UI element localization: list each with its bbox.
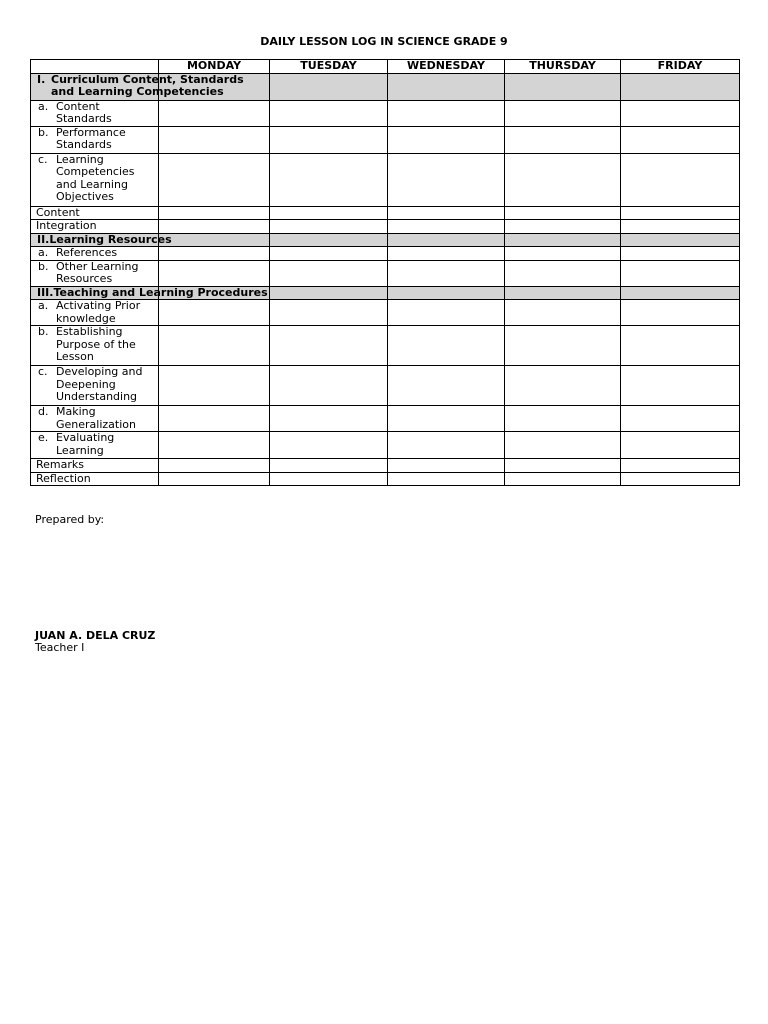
table-row (31, 220, 740, 234)
table-cell[interactable] (621, 73, 740, 100)
table-cell[interactable] (159, 366, 270, 406)
table-row (31, 260, 740, 286)
signer-name: JUAN A. DELA CRUZ (35, 629, 156, 642)
table-cell[interactable] (159, 260, 270, 286)
item-text: Activating Prior knowledge (56, 299, 141, 325)
item-text: Performance Standards (56, 126, 126, 151)
header-wednesday: WEDNESDAY (388, 60, 505, 74)
table-cell[interactable] (388, 406, 505, 432)
table-cell[interactable] (159, 100, 270, 126)
table-row (31, 153, 740, 206)
table-cell[interactable] (388, 153, 505, 206)
table-cell[interactable] (159, 220, 270, 234)
row-text: Integration (36, 219, 97, 232)
table-cell[interactable] (505, 286, 621, 300)
table-cell[interactable] (159, 459, 270, 473)
table-cell[interactable] (270, 459, 388, 473)
item-letter: a. (38, 299, 49, 312)
table-cell[interactable] (159, 233, 270, 247)
row-text: Remarks (36, 458, 84, 471)
table-row (31, 366, 740, 406)
table-cell[interactable] (270, 73, 388, 100)
header-row (31, 60, 740, 74)
item-text: Making Generalization (56, 405, 136, 431)
table-cell[interactable] (270, 432, 388, 459)
row-label-content (31, 206, 159, 220)
table-cell[interactable] (270, 406, 388, 432)
table-cell[interactable] (388, 100, 505, 126)
table-cell[interactable] (505, 366, 621, 406)
header-tuesday: TUESDAY (270, 60, 388, 74)
table-cell[interactable] (159, 406, 270, 432)
table-cell[interactable] (159, 432, 270, 459)
table-row (31, 432, 740, 459)
row-label-remarks (31, 459, 159, 473)
table-cell[interactable] (621, 326, 740, 366)
table-cell[interactable] (388, 326, 505, 366)
table-cell[interactable] (505, 260, 621, 286)
item-letter: c. (38, 153, 48, 166)
table-cell[interactable] (159, 126, 270, 153)
table-cell[interactable] (159, 206, 270, 220)
table-cell[interactable] (505, 206, 621, 220)
table-row (31, 472, 740, 486)
table-cell[interactable] (270, 260, 388, 286)
table-cell[interactable] (270, 206, 388, 220)
table-row (31, 406, 740, 432)
row-text: Reflection (36, 472, 91, 485)
section-label-procedures (31, 285, 268, 300)
item-letter: a. (38, 100, 49, 113)
table-cell[interactable] (388, 247, 505, 261)
item-letter: b. (38, 260, 49, 273)
table-cell[interactable] (621, 247, 740, 261)
table-cell[interactable] (388, 206, 505, 220)
table-cell[interactable] (388, 220, 505, 234)
table-cell[interactable] (159, 153, 270, 206)
header-blank-cell (31, 60, 159, 74)
table-cell[interactable] (505, 126, 621, 153)
table-cell[interactable] (505, 100, 621, 126)
table-cell[interactable] (621, 153, 740, 206)
table-cell[interactable] (621, 206, 740, 220)
table-cell[interactable] (388, 300, 505, 326)
row-label (31, 406, 159, 432)
table-cell[interactable] (270, 233, 388, 247)
section-title: Teaching and Learning Procedures (53, 285, 268, 299)
section-row-resources (31, 233, 740, 247)
table-cell[interactable] (621, 100, 740, 126)
row-label-reflection (31, 472, 159, 486)
item-letter: a. (38, 246, 49, 259)
row-label (31, 326, 159, 366)
row-label (31, 260, 159, 286)
item-text: Developing and Deepening Understanding (56, 365, 143, 403)
table-cell[interactable] (270, 300, 388, 326)
section-row-curriculum (31, 73, 740, 100)
item-letter: b. (38, 325, 49, 338)
row-label (31, 126, 159, 153)
item-text: Learning Competencies and Learning Objectives (56, 153, 135, 203)
item-letter: e. (38, 431, 49, 444)
signer-position: Teacher I (35, 641, 85, 654)
table-cell[interactable] (505, 326, 621, 366)
table-cell[interactable] (270, 366, 388, 406)
table-cell[interactable] (159, 300, 270, 326)
table-cell[interactable] (621, 406, 740, 432)
table-cell[interactable] (505, 73, 621, 100)
table-cell[interactable] (270, 126, 388, 153)
item-letter: d. (38, 405, 49, 418)
row-label (31, 247, 159, 261)
table-cell[interactable] (505, 300, 621, 326)
prepared-by-label: Prepared by: (35, 513, 105, 526)
table-row (31, 100, 740, 126)
section-number: I. (37, 72, 46, 86)
table-cell[interactable] (621, 260, 740, 286)
table-cell[interactable] (388, 366, 505, 406)
table-cell[interactable] (388, 472, 505, 486)
table-cell[interactable] (505, 233, 621, 247)
table-cell[interactable] (270, 247, 388, 261)
section-number: III. (37, 285, 54, 299)
row-label (31, 432, 159, 459)
header-thursday: THURSDAY (505, 60, 621, 74)
item-letter: c. (38, 365, 48, 378)
section-label-resources (31, 232, 172, 247)
table-cell[interactable] (159, 247, 270, 261)
section-title-line2: and Learning Competencies (51, 85, 224, 98)
item-text: Evaluating Learning (56, 431, 115, 457)
table-row (31, 247, 740, 261)
document-title: DAILY LESSON LOG IN SCIENCE GRADE 9 (260, 35, 508, 48)
table-row (31, 459, 740, 473)
table-cell[interactable] (505, 220, 621, 234)
header-monday: MONDAY (159, 60, 270, 74)
table-cell[interactable] (621, 286, 740, 300)
table-cell[interactable] (621, 366, 740, 406)
table-cell[interactable] (505, 153, 621, 206)
table-cell[interactable] (621, 432, 740, 459)
section-title: Learning Resources (49, 232, 172, 246)
table-cell[interactable] (505, 459, 621, 473)
table-cell[interactable] (388, 432, 505, 459)
row-label (31, 100, 159, 126)
table-cell[interactable] (388, 286, 505, 300)
row-text: Content (36, 206, 80, 219)
table-cell[interactable] (621, 459, 740, 473)
row-label (31, 366, 159, 406)
table-cell[interactable] (621, 300, 740, 326)
section-label-curriculum (31, 72, 244, 100)
table-cell[interactable] (505, 432, 621, 459)
item-letter: b. (38, 126, 49, 139)
header-friday: FRIDAY (621, 60, 740, 74)
section-title-line1: Curriculum Content, Standards (51, 72, 244, 86)
table-cell[interactable] (505, 406, 621, 432)
table-cell[interactable] (388, 459, 505, 473)
section-row-procedures (31, 286, 740, 300)
item-text: Other Learning Resources (56, 260, 139, 285)
table-row (31, 326, 740, 366)
table-cell[interactable] (505, 247, 621, 261)
table-row (31, 126, 740, 153)
table-cell[interactable] (270, 220, 388, 234)
section-number: II. (37, 232, 50, 246)
lesson-log-table (30, 59, 740, 486)
table-cell[interactable] (505, 472, 621, 486)
table-cell[interactable] (388, 260, 505, 286)
item-text: References (56, 246, 118, 259)
table-cell[interactable] (270, 100, 388, 126)
table-row (31, 300, 740, 326)
table-cell[interactable] (270, 153, 388, 206)
row-label (31, 300, 159, 326)
row-label (31, 153, 159, 206)
table-cell[interactable] (270, 286, 388, 300)
table-cell[interactable] (621, 233, 740, 247)
row-label-integration (31, 220, 159, 234)
table-cell[interactable] (159, 472, 270, 486)
table-row (31, 206, 740, 220)
table-cell[interactable] (388, 73, 505, 100)
table-cell[interactable] (270, 472, 388, 486)
table-cell[interactable] (388, 233, 505, 247)
table-cell[interactable] (621, 472, 740, 486)
table-cell[interactable] (270, 326, 388, 366)
item-text: Content Standards (56, 100, 112, 125)
table-cell[interactable] (621, 126, 740, 153)
table-cell[interactable] (388, 126, 505, 153)
table-cell[interactable] (159, 326, 270, 366)
table-cell[interactable] (621, 220, 740, 234)
item-text: Establishing Purpose of the Lesson (56, 325, 136, 363)
